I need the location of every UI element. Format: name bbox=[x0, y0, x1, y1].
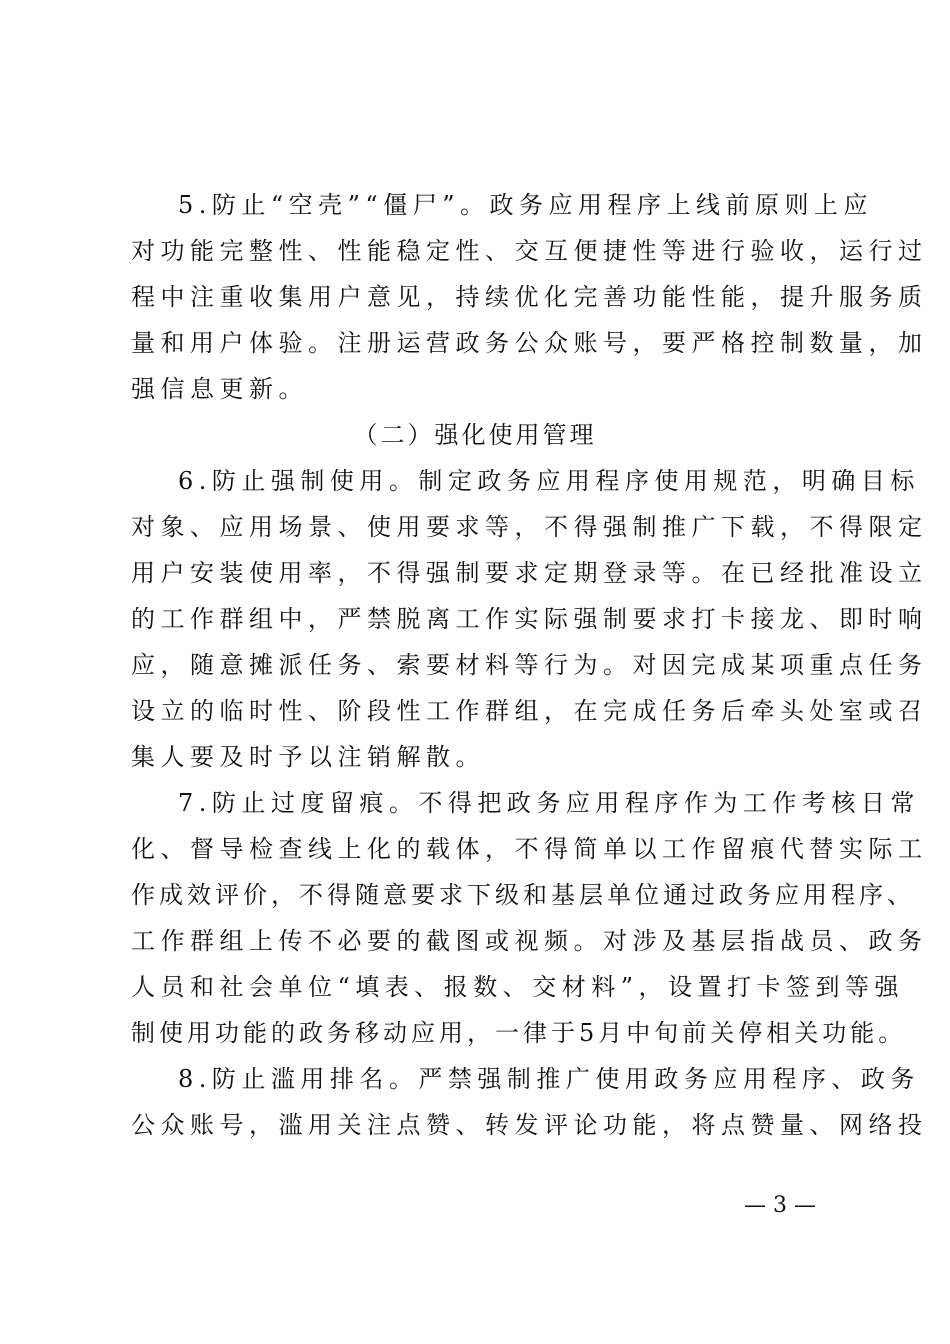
section-heading: （二）强化使用管理 bbox=[353, 421, 597, 449]
text-line: 制使用功能的政务移动应用，一律于5月中旬前关停相关功能。 bbox=[131, 1019, 907, 1047]
text-line: 5.防止“空壳”“僵尸”。政务应用程序上线前原则上应 bbox=[178, 191, 873, 219]
text-line: 用户安装使用率，不得强制要求定期登录等。在已经批准设立 bbox=[131, 559, 928, 587]
text-line: 人员和社会单位“填表、报数、交材料”，设置打卡签到等强 bbox=[131, 973, 905, 1001]
text-line: 8.防止滥用排名。严禁强制推广使用政务应用程序、政务 bbox=[178, 1065, 920, 1093]
text-line: 的工作群组中，严禁脱离工作实际强制要求打卡接龙、即时响 bbox=[131, 605, 928, 633]
text-line: 作成效评价，不得随意要求下级和基层单位通过政务应用程序、 bbox=[131, 881, 915, 909]
text-line: 设立的临时性、阶段性工作群组，在完成任务后牵头处室或召 bbox=[131, 697, 928, 725]
text-line: 量和用户体验。注册运营政务公众账号，要严格控制数量，加 bbox=[131, 329, 928, 357]
text-line: 应，随意摊派任务、索要材料等行为。对因完成某项重点任务 bbox=[131, 651, 928, 679]
text-line: 对象、应用场景、使用要求等，不得强制推广下载，不得限定 bbox=[131, 513, 928, 541]
text-line: 集人要及时予以注销解散。 bbox=[131, 743, 485, 771]
text-line: 对功能完整性、性能稳定性、交互便捷性等进行验收，运行过 bbox=[131, 237, 928, 265]
page-number: — 3 — bbox=[744, 1193, 816, 1218]
text-line: 公众账号，滥用关注点赞、转发评论功能，将点赞量、网络投 bbox=[131, 1111, 928, 1139]
text-line: 7.防止过度留痕。不得把政务应用程序作为工作考核日常 bbox=[178, 789, 920, 817]
text-line: 程中注重收集用户意见，持续优化完善功能性能，提升服务质 bbox=[131, 283, 928, 311]
text-line: 工作群组上传不必要的截图或视频。对涉及基层指战员、政务 bbox=[131, 927, 928, 955]
text-line: 强信息更新。 bbox=[131, 375, 308, 403]
text-line: 化、督导检查线上化的载体，不得简单以工作留痕代替实际工 bbox=[131, 835, 928, 863]
text-line: 6.防止强制使用。制定政务应用程序使用规范，明确目标 bbox=[178, 467, 920, 495]
